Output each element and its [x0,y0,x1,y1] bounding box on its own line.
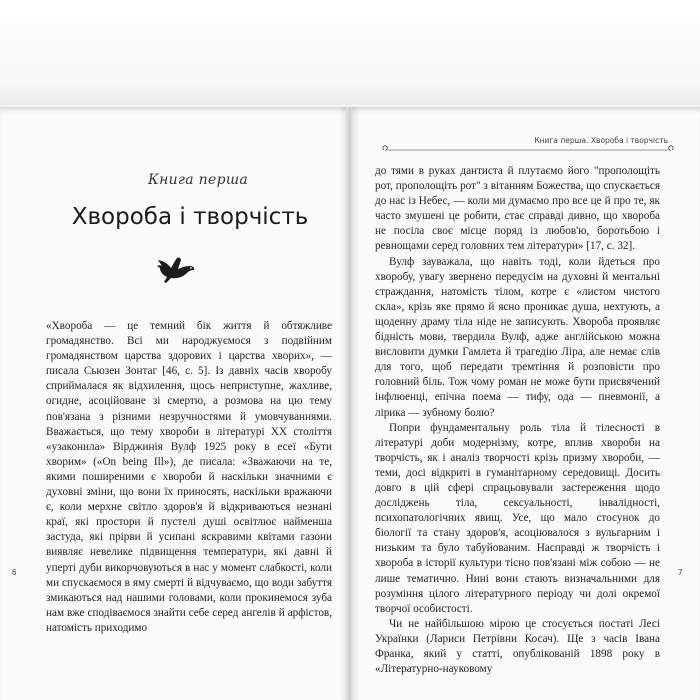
paragraph: Вулф зауважала, що навіть тоді, коли йдеться про хворобу, увагу звернено передусім на духовні й ментальні страждання, натомість тілом, котре є «листом чистого скла», крізь яке прямо й ясно проникає душа, нехтують, а щоденну драму тіла ніде не записують. Хвороба проявляє бідність мови, твердила Вулф, адже англійською можна висловити думки Гамлета й трагедію Ліра, але немає слів для того, щоб передати тремтіння й розповісти про головний біль. Тож чому роман не може бути присвячений інфлюенці, епічна поема — тифу, ода — пневмонії, а лірика — зубному болю? [375,255,660,419]
paragraph: до тями в руках дантиста й плутаємо його "прополощіть рот, прополощіть рот" з вітанням Божества, що спускається до нас із Небес, — коли ми думаємо про все це й про те, як часто змушені це робити, стає справді дивно, що хвороба не посіла своє місце поряд із любов'ю, боротьбою і ревнощами серед головних тем літератури» [17, с. 32]. [375,165,660,253]
chapter-title: Хвороба і творчість [71,204,309,230]
right-page-body [375,164,660,677]
page-number-right: 7 [678,568,683,577]
book-gutter [340,107,360,700]
left-page-body [46,319,332,636]
viewer-background [0,0,700,105]
book-label: Книга перша [147,172,249,188]
paragraph: Чи не найбільшою мірою це стосується постаті Лесі Українки (Лариси Петрівни Косач). Ще з часів Івана Франка, який у статті, опублікованій 1898 року в «Літературно-науковому [375,617,660,676]
paragraph: «Хвороба — це темний бік життя й обтяжливе громадянство. Всі ми народжуємося з подвійним громадянством царства здорових і царства хворих», — писала Сьюзен Зонтаг [46, с. 5]. Із давніх часів хворобу сприймалася як відхилення, щось неприступне, жахливе, огидне, асоційоване зі смертю, а розмова на цю тему пов'язана з різними незручностями й умовчуваннями. Вважається, що тему хвороби в літературі XX століття «узаконила» Вірджинія Вулф 1925 року в есеї «Бути хворим» («On being Ill»), де писала: «Зважаючи на те, якими поширеними є хвороби й наскільки значними є духовні зміни, що вони їх приносять, наскільки вражаючи є, коли мерхне світло здоров'я й відкриваються незнані краї, які простори й пустелі душі освітлює найменша застуда, які прірви й усипані яскравими квітами газони виявляє невелике підвищення температури, які давні й уперті дуби викорчовуються в нас у момент слабкості, коли ми спускаємося в яму смерті й відчуваємо, що води забуття змикаються над нашими головами, коли прокинемося зуба нам вже сподіваємося знайти себе серед ангелів й арфістов, натомість приходимо [46,320,332,634]
bird-icon [156,254,196,286]
page-number-left: 6 [12,568,17,577]
ornament-rule-icon [378,143,678,157]
running-head: Книга перша. Хвороба і творчість [534,136,668,145]
paragraph: Попри фундаментальну роль тіла й тілесності в літературі доби модернізму, котре, вплив хвороби на творчість, як і аналіз творчості крізь призму хвороби, — теми, досі відкриті в гуманітарному середовищі. Досить довго в цій сфері спрацьовували застереження щодо досліджень тіла, сексуальності, інвалідності, психопатологічних явищ. Усе, що мало стосунок до біології та стану здоров'я, асоціювалося з вульгарним і низьким та було табуйованим. Насправді ж творчість і хвороба в історії культури тісно пов'язані між собою — не лише тематично. Нині вони стають визначальними для розуміння цілого літературного періоду чи долі окремої творчої особистості. [375,421,660,615]
